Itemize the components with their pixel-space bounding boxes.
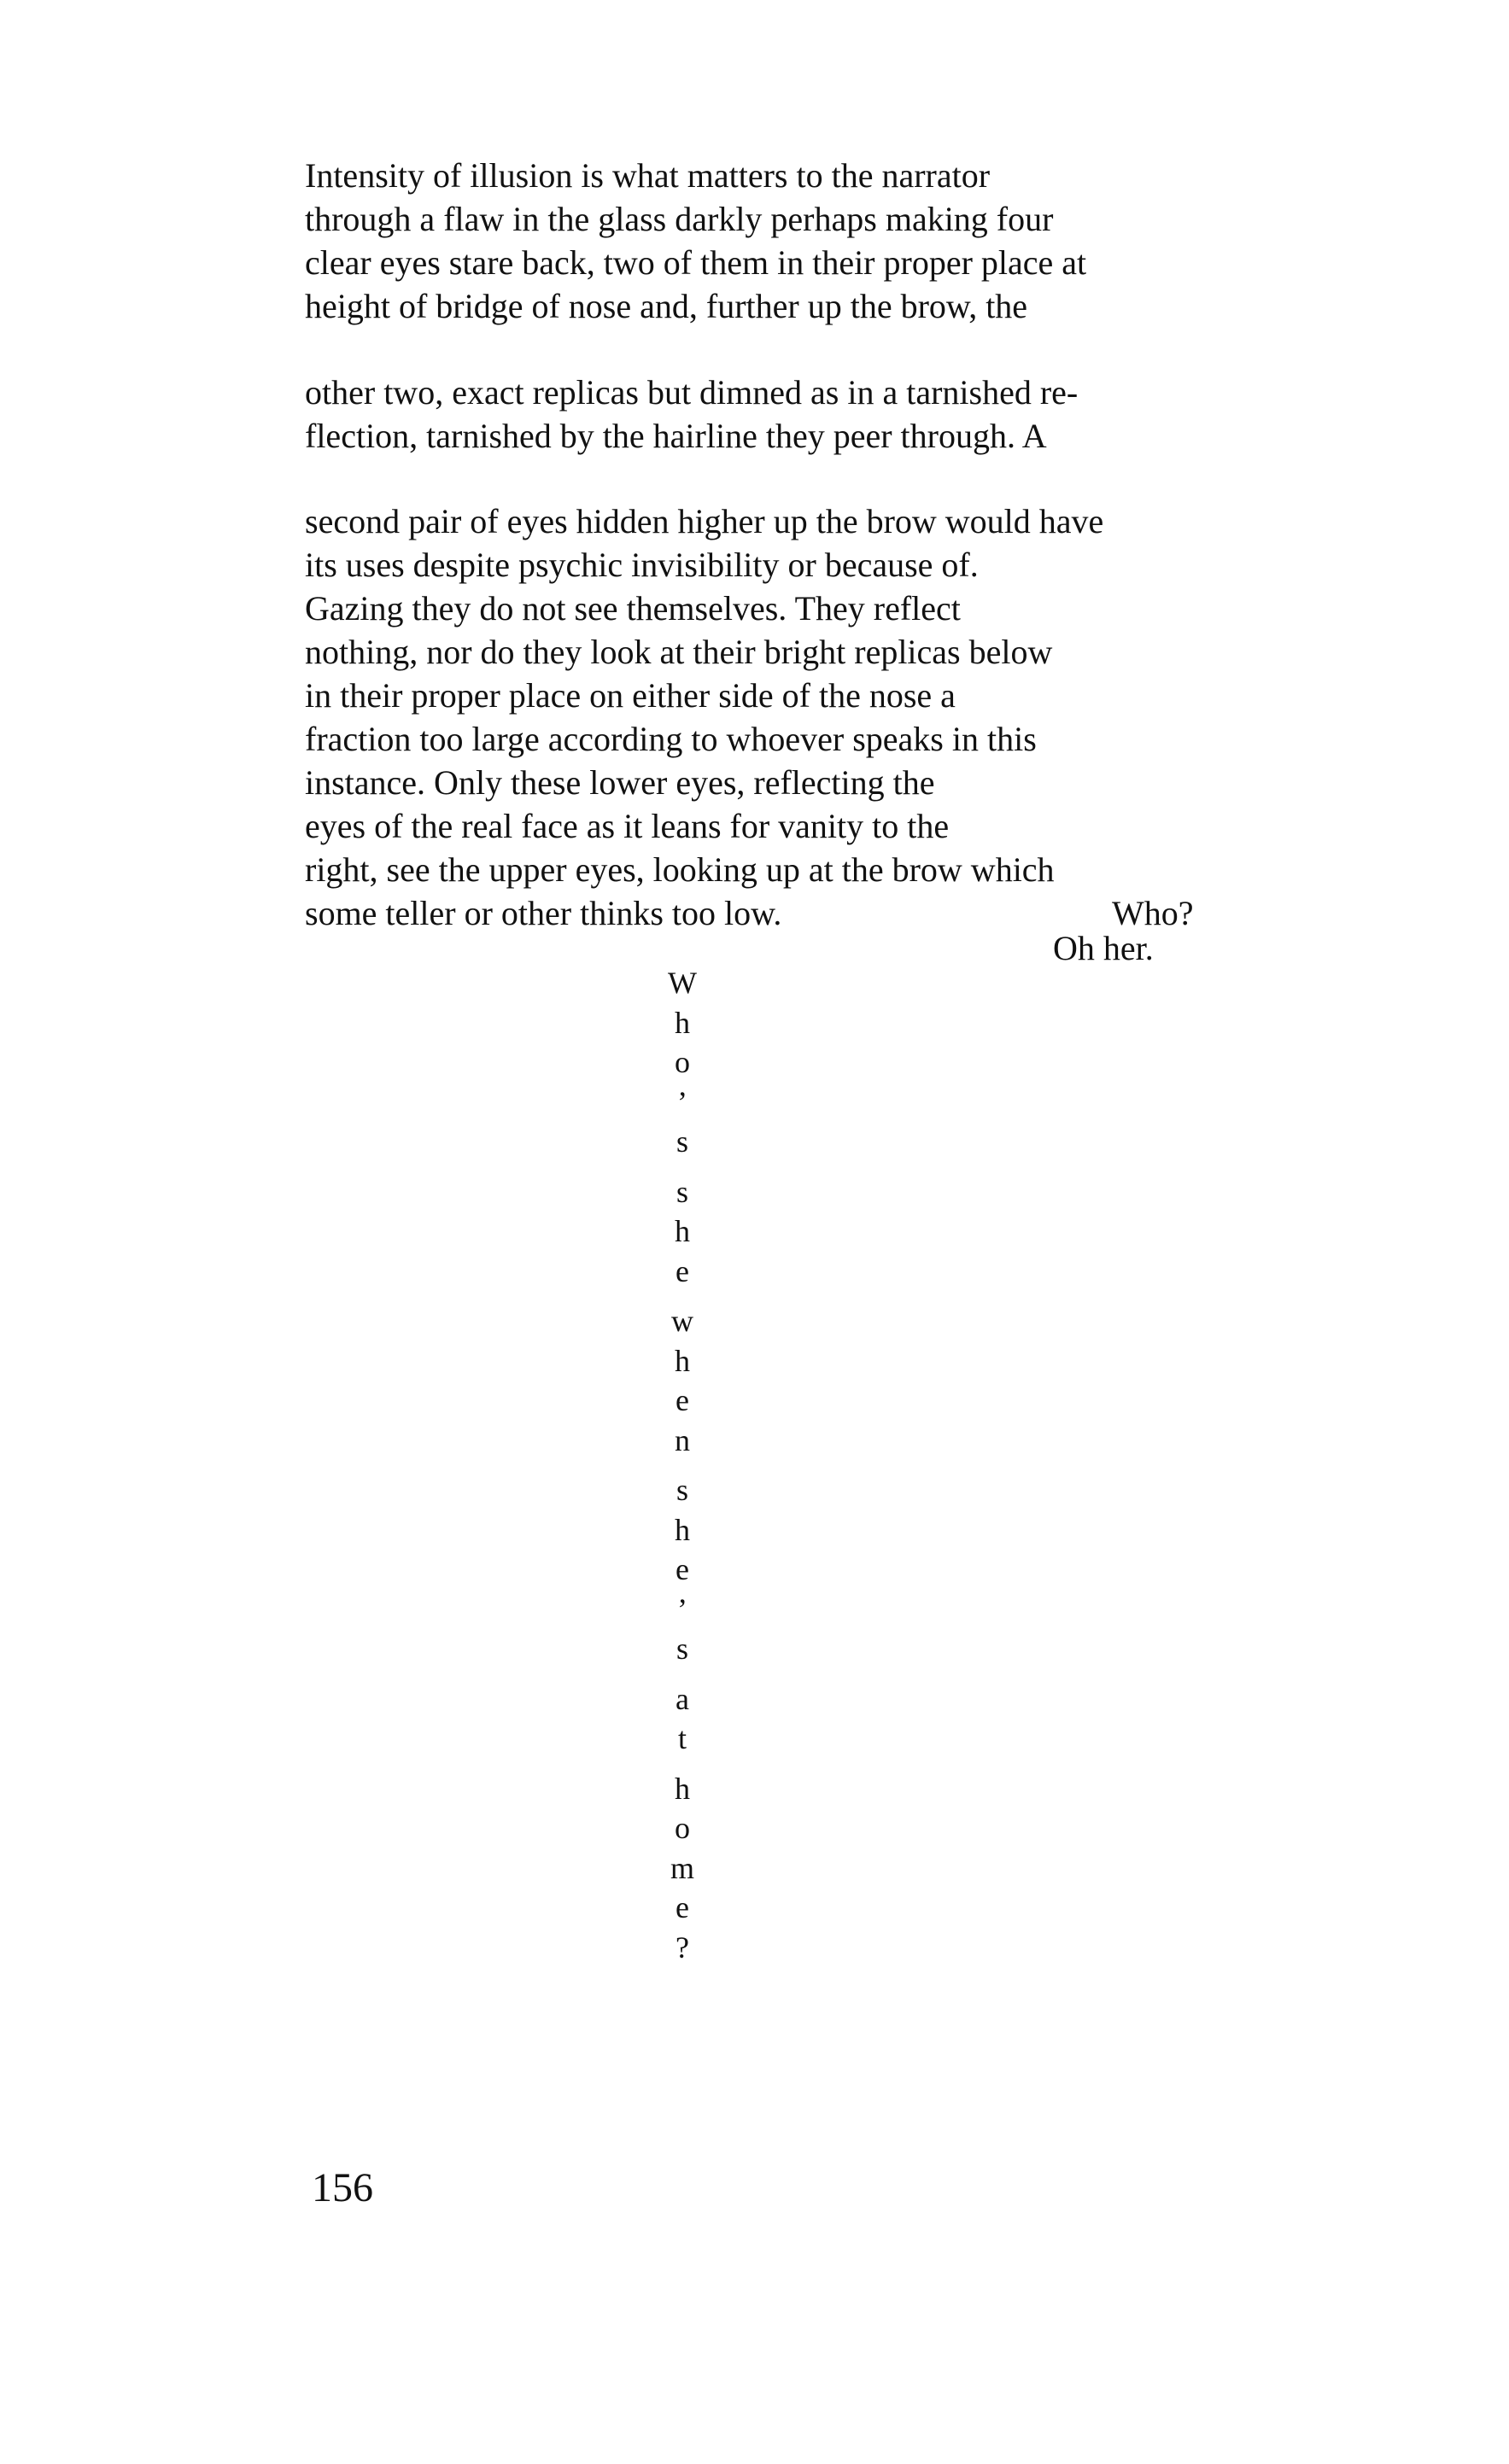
vertical-letter: o — [675, 1811, 690, 1845]
text-line: eyes of the real face as it leans for vanity to the — [305, 807, 950, 845]
text-line: Intensity of illusion is what matters to the narrator — [305, 156, 991, 195]
vertical-word-gap — [661, 1162, 704, 1172]
text-line: in their proper place on either side of the nose a — [305, 676, 956, 715]
text-line: second pair of eyes hidden higher up the brow would have — [305, 502, 1104, 540]
text-line: nothing, nor do they look at their bright replicas below — [305, 633, 1053, 671]
text-line: instance. Only these lower eyes, reflecting the — [305, 763, 935, 802]
who-question: Who? — [1112, 894, 1194, 932]
vertical-letter: h — [675, 1005, 690, 1040]
vertical-letter: ’ — [677, 1084, 687, 1119]
paragraph-block-2 — [305, 371, 1227, 458]
text-line: its uses despite psychic invisibility or because of. — [305, 546, 979, 584]
vertical-letter: m — [670, 1850, 694, 1885]
paragraph-block-1 — [305, 154, 1227, 328]
vertical-letter: ’ — [677, 1591, 687, 1626]
vertical-letter: s — [676, 1632, 688, 1666]
text-line: height of bridge of nose and, further up the brow, the — [305, 287, 1028, 325]
text-line: through a flaw in the glass darkly perhaps making four — [305, 200, 1054, 238]
vertical-letter: n — [675, 1422, 690, 1457]
text-line: flection, tarnished by the hairline they peer through. A — [305, 417, 1047, 455]
vertical-letter: w — [671, 1304, 693, 1338]
vertical-letter: s — [676, 1473, 688, 1507]
vertical-word-gap — [661, 1460, 704, 1470]
text-line: other two, exact replicas but dimned as in a tarnished re- — [305, 373, 1079, 412]
vertical-word-gap — [661, 1669, 704, 1679]
oh-her-line: Oh her. — [1053, 929, 1154, 967]
vertical-letter: e — [676, 1383, 689, 1417]
vertical-letter: e — [676, 1890, 689, 1924]
vertical-letter: t — [677, 1721, 687, 1755]
vertical-letter: ? — [676, 1930, 689, 1965]
paragraph-block-3 — [305, 499, 1227, 935]
vertical-letter: e — [676, 1552, 689, 1586]
vertical-letter: W — [668, 966, 697, 1000]
vertical-letter: h — [675, 1512, 690, 1547]
vertical-word-gap — [661, 1291, 704, 1301]
vertical-letter: e — [676, 1253, 689, 1288]
vertical-letter: o — [675, 1045, 690, 1079]
vertical-letter: a — [676, 1681, 689, 1716]
vertical-question — [661, 963, 704, 1967]
text-line: clear eyes stare back, two of them in their proper place at — [305, 243, 1087, 282]
text-line: fraction too large according to whoever speaks in this — [305, 720, 1037, 758]
vertical-letter: h — [675, 1343, 690, 1378]
vertical-letter: s — [676, 1174, 688, 1209]
vertical-letter: h — [675, 1771, 690, 1806]
text-line: Gazing they do not see themselves. They reflect — [305, 589, 961, 628]
vertical-letter: h — [675, 1214, 690, 1248]
vertical-word-gap — [661, 1759, 704, 1769]
page-number: 156 — [312, 2165, 373, 2210]
text-line: right, see the upper eyes, looking up at the brow which — [305, 850, 1055, 889]
vertical-letter: s — [676, 1124, 688, 1159]
text-line-last-text: some teller or other thinks too low. — [305, 894, 782, 932]
